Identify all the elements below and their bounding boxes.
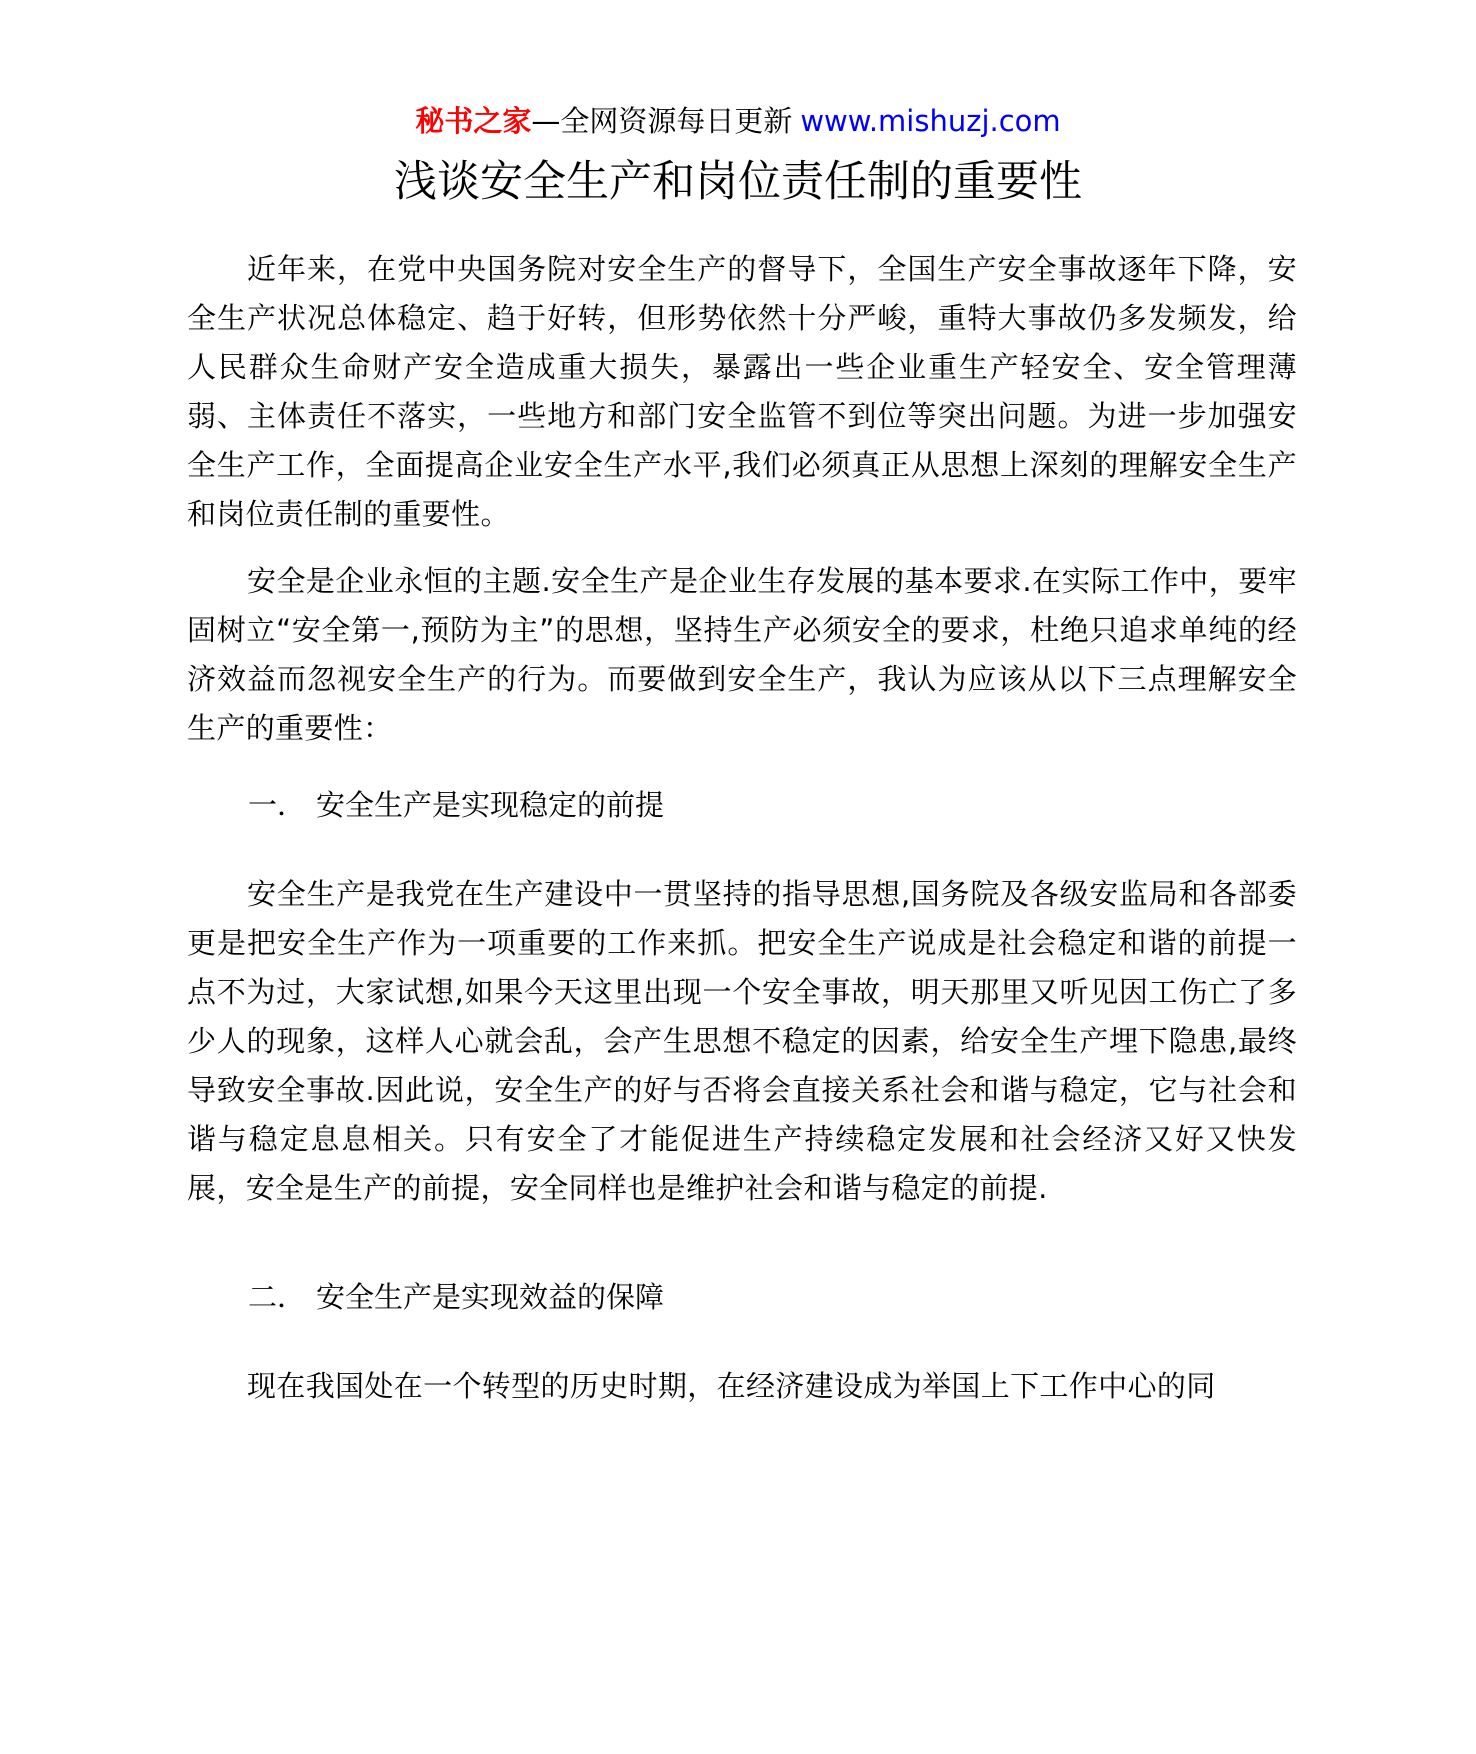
section-number: 一．	[248, 788, 307, 822]
site-header	[0, 101, 1476, 141]
document-title: 浅谈安全生产和岗位责任制的重要性	[394, 157, 1082, 207]
brand-name: 秘书之家	[415, 104, 532, 138]
paragraph-stability: 安全生产是我党在生产建设中一贯坚持的指导思想,国务院及各级安监局和各部委更是把安全生产作为一项重要的工作来抓。把安全生产说成是社会稳定和谐的前提一点不为过，大家试想,如果今天这里出现一个安全事故，明天那里又听见因工伤亡了多少人的现象，这样人心就会乱，会产生思想不稳定的因素，给安全生产埋下隐患,最终导致安全事故.因此说，安全生产的好与否将会直接关系社会和谐与稳定，它与社会和谐与稳定息息相关。只有安全了才能促进生产持续稳定发展和社会经济又好又快发展，安全是生产的前提，安全同样也是维护社会和谐与稳定的前提.	[187, 877, 1297, 1205]
paragraph-benefit: 现在我国处在一个转型的历史时期，在经济建设成为举国上下工作中心的同	[247, 1369, 1216, 1403]
paragraph-safety-theme: 安全是企业永恒的主题.安全生产是企业生存发展的基本要求.在实际工作中，要牢固树立“安全第一,预防为主”的思想，坚持生产必须安全的要求，杜绝只追求单纯的经济效益而忽视安全生产的行为。而要做到安全生产，我认为应该从以下三点理解安全生产的重要性：	[187, 564, 1297, 745]
site-url-link[interactable]: www.mishuzj.com	[800, 104, 1061, 138]
section-heading-2	[248, 1273, 664, 1322]
section-heading-1	[248, 781, 664, 830]
site-tagline: —全网资源每日更新	[531, 104, 793, 138]
section-number: 二．	[248, 1280, 307, 1314]
section-title: 安全生产是实现效益的保障	[316, 1280, 665, 1314]
section-title: 安全生产是实现稳定的前提	[316, 788, 665, 822]
paragraph-intro: 近年来，在党中央国务院对安全生产的督导下，全国生产安全事故逐年下降，安全生产状况总体稳定、趋于好转，但形势依然十分严峻，重特大事故仍多发频发，给人民群众生命财产安全造成重大损失，暴露出一些企业重生产轻安全、安全管理薄弱、主体责任不落实，一些地方和部门安全监管不到位等突出问题。为进一步加强安全生产工作，全面提高企业安全生产水平,我们必须真正从思想上深刻的理解安全生产和岗位责任制的重要性。	[187, 252, 1297, 531]
